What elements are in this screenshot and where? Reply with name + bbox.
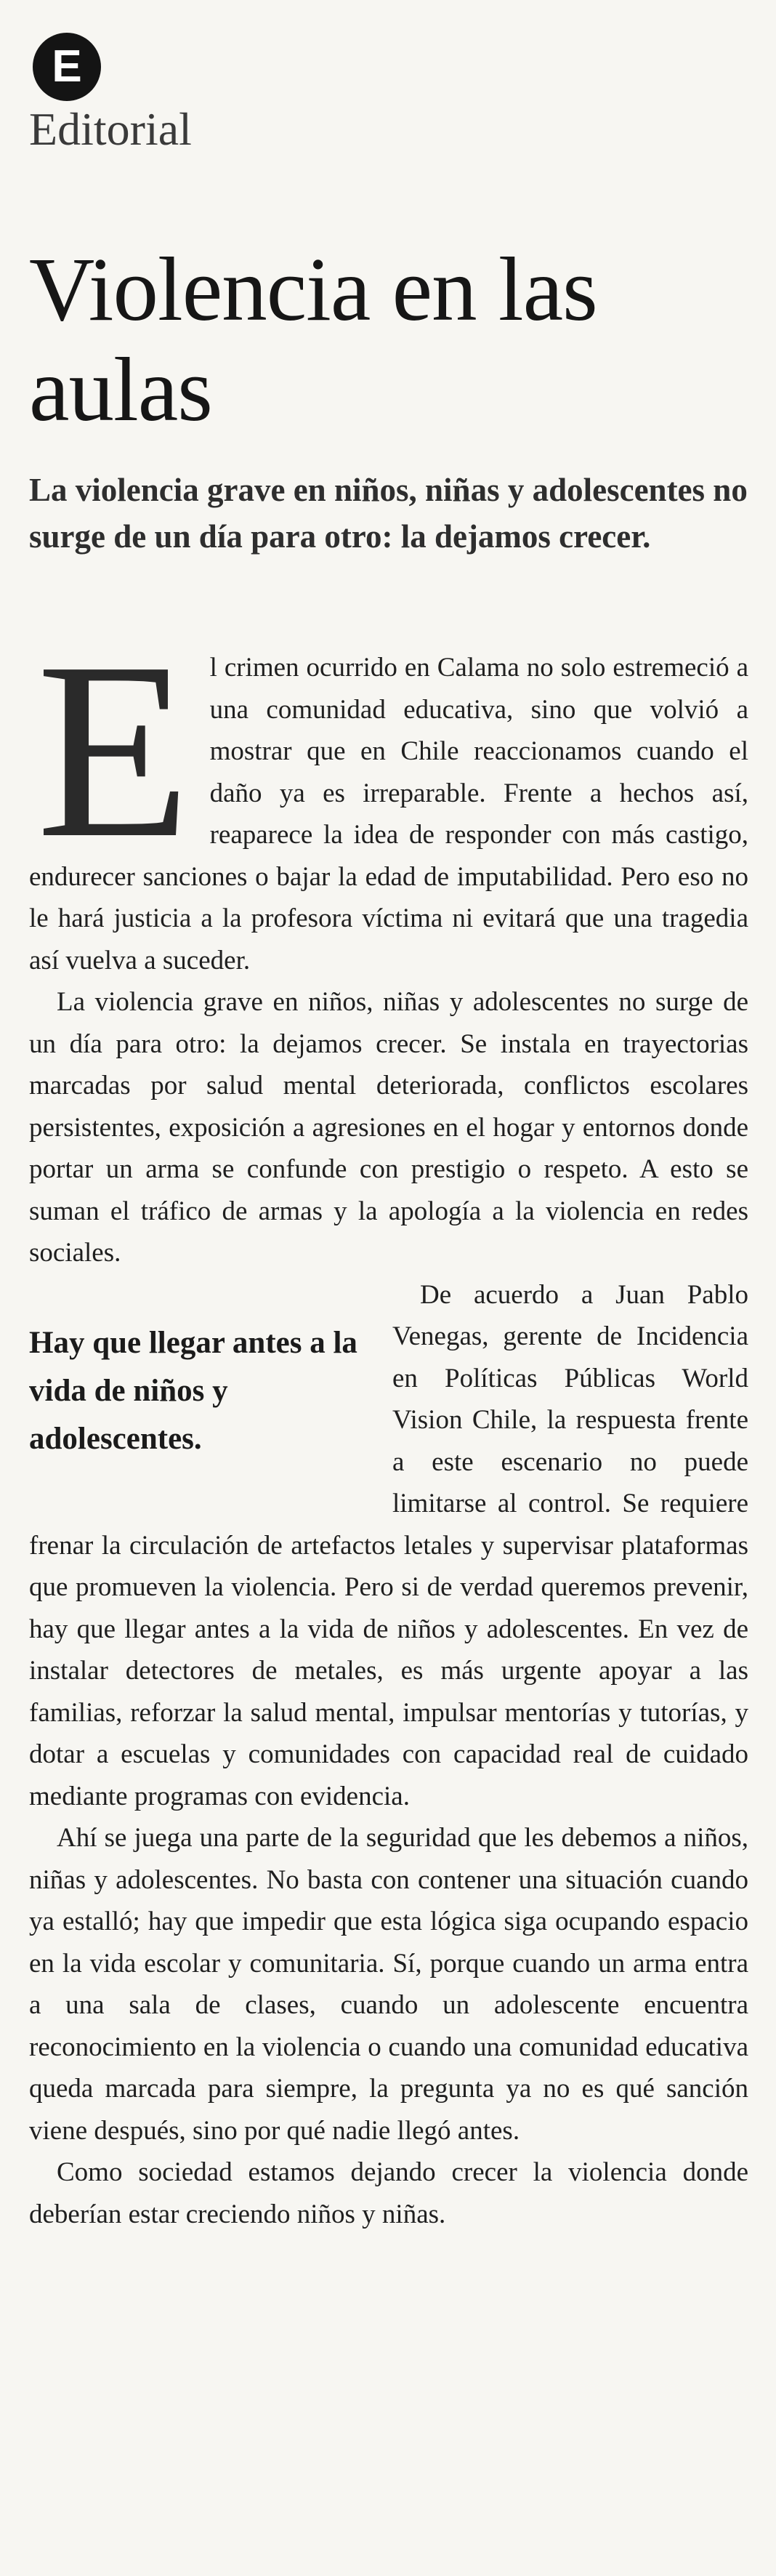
paragraph-5: Como sociedad estamos dejando crecer la violencia donde deberían estar creciendo niños y niñas. bbox=[29, 2157, 748, 2229]
pullquote: Hay que llegar antes a la vida de niños y adolescentes. bbox=[29, 1325, 357, 1456]
section-badge: E bbox=[33, 33, 101, 101]
article-body bbox=[29, 611, 748, 2235]
headline: Violencia en las aulas bbox=[29, 240, 597, 440]
deck: La violencia grave en niños, niñas y adolescentes no surge de un día para otro: la dejamos crecer. bbox=[29, 472, 748, 555]
paragraph-3 bbox=[29, 1274, 748, 1818]
paragraph-1-text: l crimen ocurrido en Calama no solo estremeció a una comunidad educativa, sino que volvió a mostrar que en Chile reaccionamos cuando el daño ya es irreparable. Frente a hechos así, reaparece la idea de responder con más castigo, endurecer sanciones o bajar la edad de imputabilidad. Pero eso no le hará justicia a la profesora víctima ni evitará que una tragedia así vuelva a suceder. bbox=[29, 653, 748, 975]
paragraph-3-text: De acuerdo a Juan Pablo Venegas, gerente de Incidencia en Políticas Públicas World Vision Chile, la respuesta frente a este escenario no puede limitarse al control. Se requiere frenar la circulación de artefactos letales y supervisar plataformas que promueven la violencia. Pero si de verdad queremos prevenir, hay que llegar antes a la vida de niños y adolescentes. En vez de instalar detectores de metales, es más urgente apoyar a las familias, reforzar la salud mental, impulsar mentorías y tutorías, y dotar a escuelas y comunidades con capacidad real de cuidado mediante programas con evidencia. bbox=[29, 1279, 748, 1811]
dropcap: E bbox=[36, 611, 191, 890]
paragraph-1 bbox=[29, 611, 748, 981]
section-label: Editorial bbox=[29, 103, 192, 155]
paragraph-4: Ahí se juega una parte de la seguridad que les debemos a niños, niñas y adolescentes. No basta con contener una situación cuando ya estalló; hay que impedir que esta lógica siga ocupando espacio en la vida escolar y comunitaria. Sí, porque cuando un arma entra a una sala de clases, cuando un adolescente encuentra reconocimiento en la violencia o cuando una comunidad educativa queda marcada para siempre, la pregunta ya no es qué sanción viene después, sino por qué nadie llegó antes. bbox=[29, 1823, 748, 2146]
paragraph-2: La violencia grave en niños, niñas y adolescentes no surge de un día para otro: la dejamos crecer. Se instala en trayectorias marcadas por salud mental deteriorada, conflictos escolares persistentes, exposición a agresiones en el hogar y entornos donde portar un arma se confunde con prestigio o respeto. A esto se suman el tráfico de armas y la apología a la violencia en redes sociales. bbox=[29, 987, 748, 1268]
